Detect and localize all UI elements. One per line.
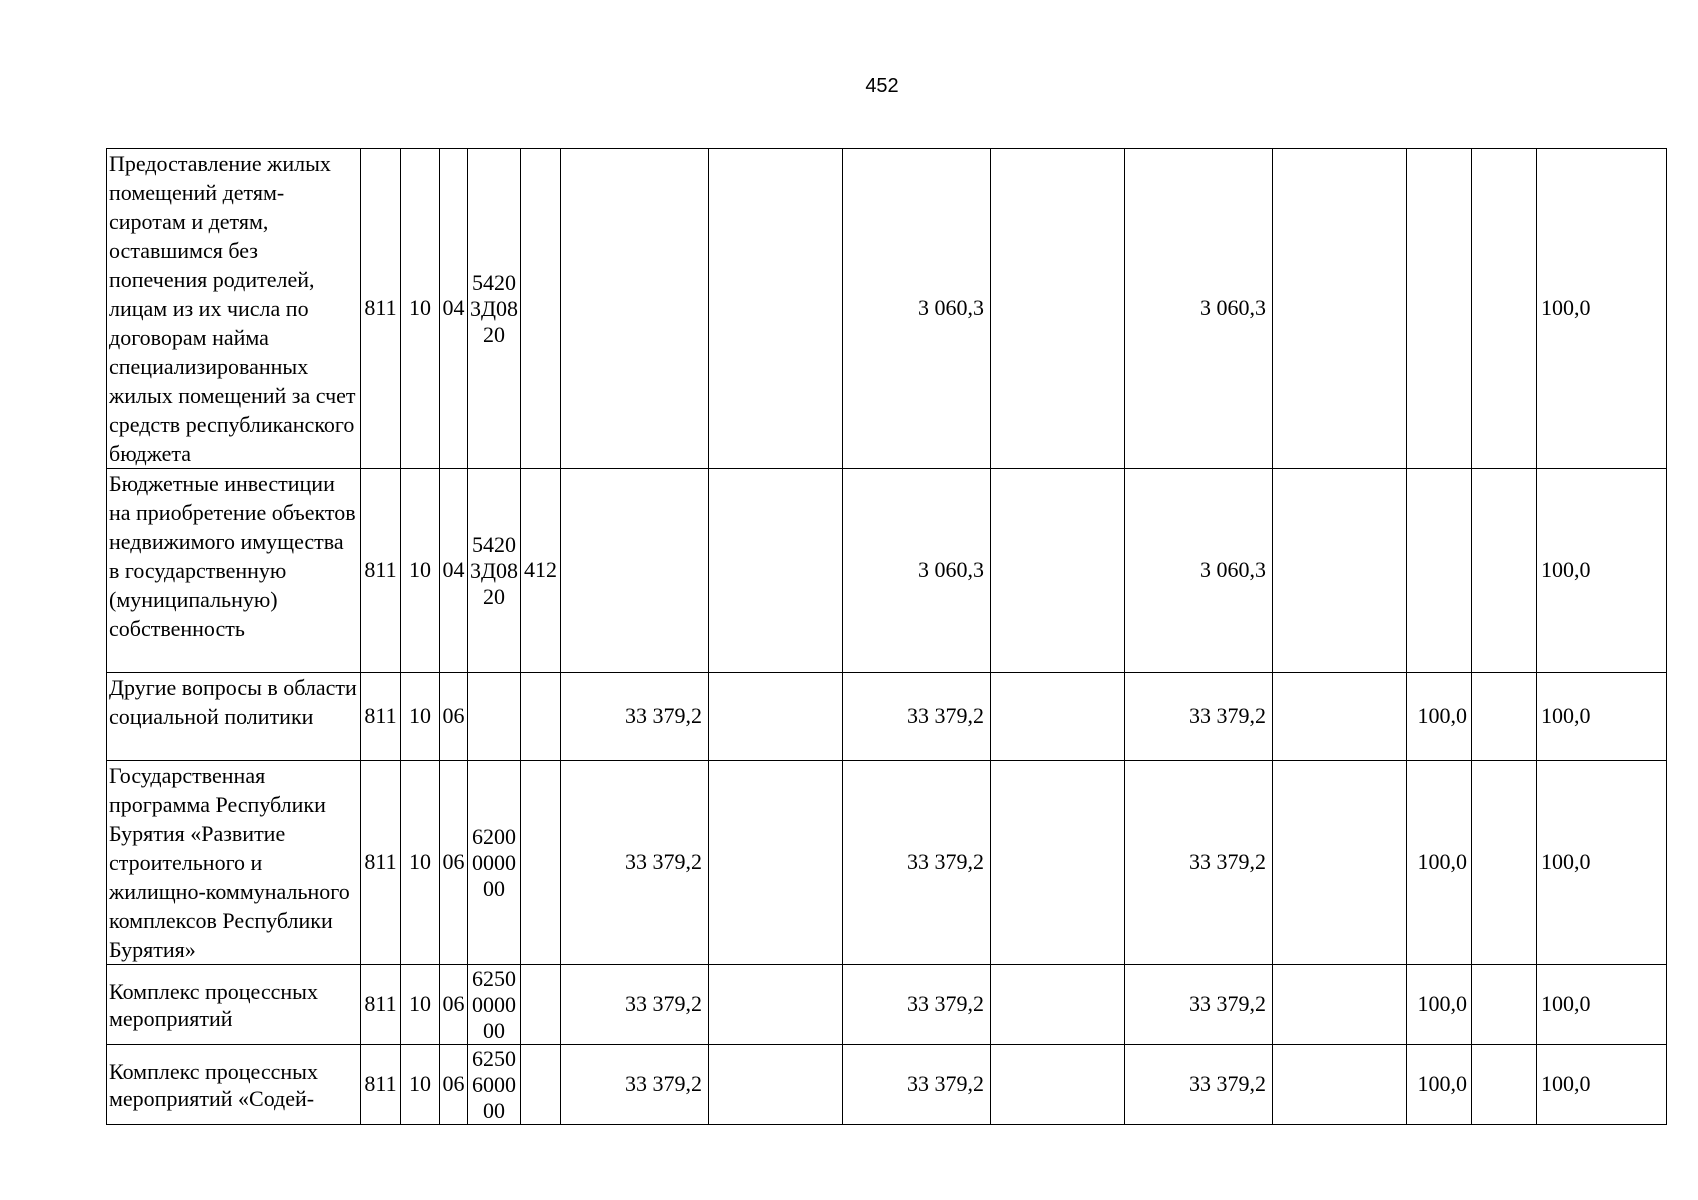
target-code-line: 0000 — [472, 849, 516, 875]
percent-cell — [1472, 761, 1537, 965]
target-article-code — [468, 965, 521, 1045]
ministry-code: 811 — [361, 761, 401, 965]
budget-table — [106, 148, 1667, 1125]
percent-value: 100,0 — [1541, 1071, 1591, 1097]
row-name: Комплекс процессных мероприятий «Содей- — [107, 1045, 361, 1125]
amount-cell — [561, 149, 709, 469]
amount-cell — [709, 761, 843, 965]
target-code-line: 5420 — [472, 269, 516, 295]
amount-cell — [991, 673, 1125, 761]
percent-value: 100,0 — [1541, 703, 1591, 729]
percent-value: 100,0 — [1541, 849, 1591, 875]
target-code-line: 6250 — [472, 1045, 516, 1071]
percent-cell — [1537, 469, 1667, 673]
target-code-line: 00 — [483, 875, 505, 901]
percent-cell — [1537, 673, 1667, 761]
target-code-line: 20 — [483, 583, 505, 609]
subsection-code: 06 — [440, 761, 468, 965]
section-code: 10 — [401, 149, 440, 469]
row-name: Бюджетные инвестиции на приобретение объектов недвижимого имущества в государственную (муниципальную) собственность — [107, 469, 361, 673]
amount-cell — [561, 469, 709, 673]
amount-cell — [991, 1045, 1125, 1125]
expense-type-code: 412 — [521, 469, 561, 673]
amount-cell: 33 379,2 — [1125, 761, 1273, 965]
row-name: Другие вопросы в области социальной политики — [107, 673, 361, 761]
expense-type-code — [521, 965, 561, 1045]
expense-type-code — [521, 673, 561, 761]
percent-value: 100,0 — [1541, 295, 1591, 321]
expense-type-code — [521, 1045, 561, 1125]
amount-cell: 3 060,3 — [1125, 149, 1273, 469]
table-row — [107, 965, 1667, 1045]
amount-cell: 33 379,2 — [1125, 673, 1273, 761]
percent-cell — [1537, 1045, 1667, 1125]
table-row — [107, 1045, 1667, 1125]
amount-cell: 33 379,2 — [561, 965, 709, 1045]
amount-cell — [709, 673, 843, 761]
amount-cell: 33 379,2 — [843, 1045, 991, 1125]
amount-cell — [1273, 1045, 1407, 1125]
amount-cell: 33 379,2 — [843, 761, 991, 965]
percent-cell: 100,0 — [1407, 673, 1472, 761]
section-code: 10 — [401, 469, 440, 673]
target-code-line: 00 — [483, 1097, 505, 1123]
ministry-code: 811 — [361, 673, 401, 761]
page-number: 452 — [865, 75, 899, 97]
percent-cell — [1537, 965, 1667, 1045]
amount-cell — [709, 149, 843, 469]
percent-cell — [1407, 149, 1472, 469]
amount-cell: 33 379,2 — [1125, 1045, 1273, 1125]
target-article-code — [468, 1045, 521, 1125]
amount-cell: 3 060,3 — [843, 149, 991, 469]
percent-cell — [1472, 469, 1537, 673]
table-row — [107, 149, 1667, 469]
ministry-code: 811 — [361, 149, 401, 469]
percent-cell — [1472, 965, 1537, 1045]
amount-cell — [991, 761, 1125, 965]
percent-cell — [1407, 469, 1472, 673]
target-article-code — [468, 761, 521, 965]
target-code-line: 5420 — [472, 531, 516, 557]
amount-cell: 33 379,2 — [561, 1045, 709, 1125]
amount-cell: 3 060,3 — [843, 469, 991, 673]
target-code-line: 0000 — [472, 991, 516, 1017]
subsection-code: 04 — [440, 469, 468, 673]
percent-cell — [1472, 149, 1537, 469]
subsection-code: 06 — [440, 673, 468, 761]
percent-cell: 100,0 — [1407, 1045, 1472, 1125]
row-name: Государственная программа Республики Бурятия «Развитие строительного и жилищно-коммунального комплексов Республики Бурятия» — [107, 761, 361, 965]
amount-cell — [1273, 965, 1407, 1045]
percent-value: 100,0 — [1541, 991, 1591, 1017]
ministry-code: 811 — [361, 1045, 401, 1125]
row-name: Комплекс процессных мероприятий — [107, 965, 361, 1045]
section-code: 10 — [401, 1045, 440, 1125]
amount-cell: 3 060,3 — [1125, 469, 1273, 673]
amount-cell — [1273, 469, 1407, 673]
target-code-line: 20 — [483, 321, 505, 347]
target-code-line: 6250 — [472, 965, 516, 991]
amount-cell — [709, 1045, 843, 1125]
subsection-code: 04 — [440, 149, 468, 469]
percent-value: 100,0 — [1541, 557, 1591, 583]
target-article-code — [468, 149, 521, 469]
amount-cell: 33 379,2 — [561, 761, 709, 965]
section-code: 10 — [401, 965, 440, 1045]
amount-cell: 33 379,2 — [843, 965, 991, 1045]
subsection-code: 06 — [440, 965, 468, 1045]
amount-cell: 33 379,2 — [843, 673, 991, 761]
ministry-code: 811 — [361, 469, 401, 673]
amount-cell — [991, 469, 1125, 673]
target-code-line: 6200 — [472, 823, 516, 849]
amount-cell — [1273, 149, 1407, 469]
amount-cell — [1273, 761, 1407, 965]
ministry-code: 811 — [361, 965, 401, 1045]
amount-cell — [1273, 673, 1407, 761]
section-code: 10 — [401, 761, 440, 965]
target-code-line: 00 — [483, 1017, 505, 1043]
amount-cell — [991, 965, 1125, 1045]
amount-cell: 33 379,2 — [1125, 965, 1273, 1045]
row-name: Предоставление жилых помещений детям-сиротам и детям, оставшимся без попечения родителей, лицам из их числа по договорам найма специализированных жилых помещений за счет средств республиканского бюджета — [107, 149, 361, 469]
amount-cell — [709, 965, 843, 1045]
percent-cell: 100,0 — [1407, 965, 1472, 1045]
percent-cell — [1472, 673, 1537, 761]
subsection-code: 06 — [440, 1045, 468, 1125]
expense-type-code — [521, 149, 561, 469]
target-code-line: 3Д08 — [469, 557, 518, 583]
target-article-code — [468, 469, 521, 673]
target-article-code — [468, 673, 521, 761]
expense-type-code — [521, 761, 561, 965]
table-row — [107, 673, 1667, 761]
table-row — [107, 761, 1667, 965]
percent-cell: 100,0 — [1407, 761, 1472, 965]
target-code-line: 6000 — [472, 1071, 516, 1097]
percent-cell — [1537, 149, 1667, 469]
percent-cell — [1472, 1045, 1537, 1125]
table-row — [107, 469, 1667, 673]
amount-cell: 33 379,2 — [561, 673, 709, 761]
section-code: 10 — [401, 673, 440, 761]
target-code-line: 3Д08 — [469, 295, 518, 321]
amount-cell — [709, 469, 843, 673]
percent-cell — [1537, 761, 1667, 965]
amount-cell — [991, 149, 1125, 469]
